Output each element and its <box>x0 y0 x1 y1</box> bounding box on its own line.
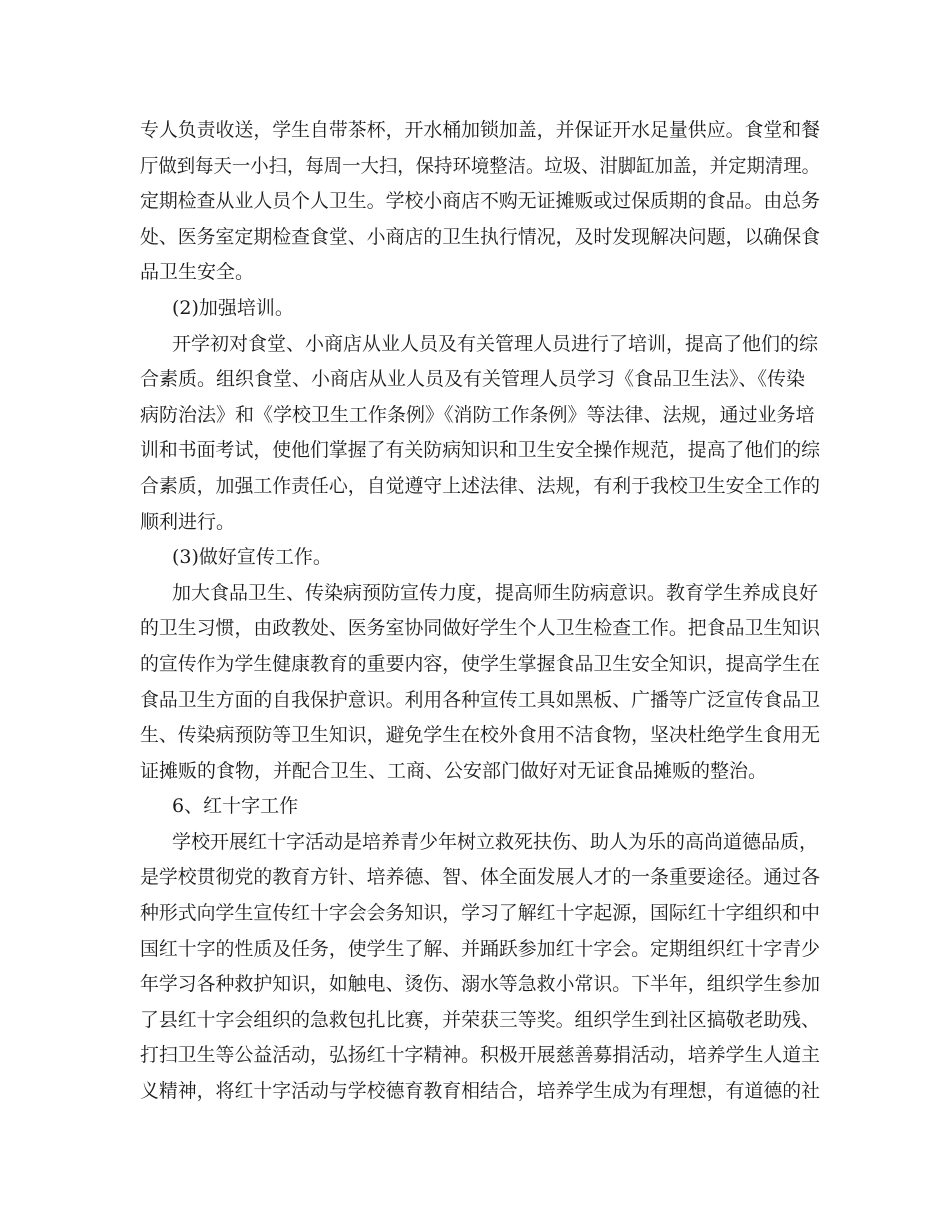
text-line: 生、传染病预防等卫生知识，避免学生在校外食用不洁食物，坚决杜绝学生食用无 <box>140 724 821 747</box>
text-line: 合素质。组织食堂、小商店从业人员及有关管理人员学习《食品卫生法》、《传染 <box>140 368 806 391</box>
text-line: 国红十字的性质及任务，使学生了解、并踊跃参加红十字会。定期组织红十字青少 <box>140 937 821 960</box>
text-line: 开学初对食堂、小商店从业人员及有关管理人员进行了培训，提高了他们的综 <box>172 332 819 355</box>
text-line: 病防治法》和《学校卫生工作条例》《消防工作条例》等法律、法规，通过业务培 <box>140 403 815 426</box>
text-line: 打扫卫生等公益活动，弘扬红十字精神。积极开展慈善募捐活动，培养学生人道主 <box>140 1044 821 1067</box>
text-line: 厅做到每天一小扫，每周一大扫，保持环境整洁。垃圾、泔脚缸加盖，并定期清理。 <box>140 154 821 177</box>
text-line: 顺利进行。 <box>140 510 236 533</box>
text-line: 食品卫生方面的自我保护意识。利用各种宣传工具如黑板、广播等广泛宣传食品卫 <box>140 688 821 711</box>
text-line: 是学校贯彻党的教育方针、培养德、智、体全面发展人才的一条重要途径。通过各 <box>140 866 821 889</box>
text-line: 6、红十字工作 <box>172 795 299 818</box>
text-line: 学校开展红十字活动是培养青少年树立救死扶伤、助人为乐的高尚道德品质， <box>172 830 819 853</box>
text-line: 的卫生习惯，由政教处、医务室协同做好学生个人卫生检查工作。把食品卫生知识 <box>140 617 821 640</box>
text-line: 了县红十字会组织的急救包扎比赛，并荣获三等奖。组织学生到社区搞敬老助残、 <box>140 1008 821 1031</box>
text-line: 义精神，将红十字活动与学校德育教育相结合，培养学生成为有理想，有道德的社 <box>140 1080 821 1103</box>
text-line: 品卫生安全。 <box>140 261 255 284</box>
text-line: 加大食品卫生、传染病预防宣传力度，提高师生防病意识。教育学生养成良好 <box>172 581 819 604</box>
text-line: 种形式向学生宣传红十字会会务知识，学习了解红十字起源，国际红十字组织和中 <box>140 902 821 925</box>
text-line: 训和书面考试，使他们掌握了有关防病知识和卫生安全操作规范，提高了他们的综 <box>140 439 821 462</box>
text-line: 证摊贩的食物，并配合卫生、工商、公安部门做好对无证食品摊贩的整治。 <box>140 759 768 782</box>
text-line: 合素质，加强工作责任心，自觉遵守上述法律、法规，有利于我校卫生安全工作的 <box>140 474 821 497</box>
text-line: 专人负责收送，学生自带茶杯，开水桶加锁加盖，并保证开水足量供应。食堂和餐 <box>140 119 821 141</box>
text-line: 处、医务室定期检查食堂、小商店的卫生执行情况，及时发现解决问题，以确保食 <box>140 225 821 248</box>
document-body <box>140 113 820 1110</box>
text-line: 定期检查从业人员个人卫生。学校小商店不购无证摊贩或过保质期的食品。由总务 <box>140 190 821 213</box>
text-line: 的宣传作为学生健康教育的重要内容，使学生掌握食品卫生安全知识，提高学生在 <box>140 652 821 675</box>
text-line: 年学习各种救护知识，如触电、烫伤、溺水等急救小常识。下半年，组织学生参加 <box>140 973 821 996</box>
text-line: (3)做好宣传工作。 <box>172 546 332 569</box>
text-line: (2)加强培训。 <box>172 296 294 319</box>
